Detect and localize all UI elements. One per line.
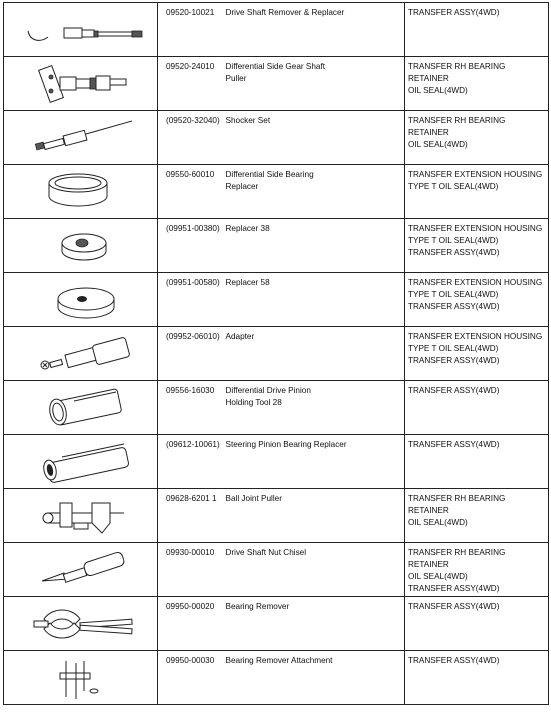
applicable-component-line: OIL SEAL(4WD) xyxy=(408,86,468,95)
applicable-component-cell xyxy=(405,57,549,111)
tool-name-line: Differential Drive Pinion xyxy=(225,386,311,395)
part-number-cell xyxy=(158,273,224,327)
tool-name-cell xyxy=(224,57,405,111)
applicable-component-line: OIL SEAL(4WD) xyxy=(408,518,468,527)
applicable-component-line: TRANSFER EXTENSION HOUSING xyxy=(408,224,543,233)
differential-side-bearing-replacer-icon xyxy=(4,165,158,218)
part-number: 09550-60010 xyxy=(166,170,215,179)
tool-name-line: Puller xyxy=(225,74,247,83)
tool-illustration-cell xyxy=(4,57,158,111)
table-row xyxy=(4,543,549,597)
tool-name-line: Drive Shaft Remover & Replacer xyxy=(225,8,345,17)
shocker-set-icon xyxy=(4,111,158,164)
tool-name-cell xyxy=(224,3,405,57)
replacer-38-icon xyxy=(4,219,158,272)
tool-name-cell xyxy=(224,489,405,543)
tool-illustration-cell xyxy=(4,111,158,165)
part-number-cell xyxy=(158,651,224,705)
part-number-cell xyxy=(158,219,224,273)
tool-name-cell xyxy=(224,273,405,327)
part-number-cell xyxy=(158,543,224,597)
adapter-icon xyxy=(4,327,158,380)
applicable-component-cell xyxy=(405,651,549,705)
applicable-component-cell xyxy=(405,165,549,219)
applicable-component-cell xyxy=(405,381,549,435)
applicable-component-line: TYPE T OIL SEAL(4WD) xyxy=(408,344,499,353)
part-number: 09950-00020 xyxy=(166,602,215,611)
part-number: (09612-10061) xyxy=(166,440,220,449)
applicable-component-line: TRANSFER ASSY(4WD) xyxy=(408,602,500,611)
applicable-component-line: OIL SEAL(4WD) xyxy=(408,140,468,149)
applicable-component-cell xyxy=(405,543,549,597)
part-number: (09520-32040) xyxy=(166,116,220,125)
tool-name-line: Differential Side Bearing xyxy=(225,170,314,179)
tool-name-line: Replacer 38 xyxy=(225,224,270,233)
applicable-component-cell xyxy=(405,597,549,651)
tool-illustration-cell xyxy=(4,165,158,219)
table-row xyxy=(4,327,549,381)
applicable-component-line: TRANSFER ASSY(4WD) xyxy=(408,248,500,257)
tool-name-cell xyxy=(224,327,405,381)
differential-drive-pinion-holding-tool-icon xyxy=(4,381,158,434)
table-row xyxy=(4,57,549,111)
applicable-component-line: TRANSFER RH BEARING RETAINER xyxy=(408,494,506,515)
applicable-component-line: TYPE T OIL SEAL(4WD) xyxy=(408,290,499,299)
applicable-component-line: TRANSFER ASSY(4WD) xyxy=(408,356,500,365)
applicable-component-line: TYPE T OIL SEAL(4WD) xyxy=(408,236,499,245)
applicable-component-line: TRANSFER ASSY(4WD) xyxy=(408,386,500,395)
ball-joint-puller-icon xyxy=(4,489,158,542)
applicable-component-line: TRANSFER ASSY(4WD) xyxy=(408,584,500,593)
part-number-cell xyxy=(158,435,224,489)
tool-name-cell xyxy=(224,165,405,219)
table-row xyxy=(4,435,549,489)
tool-name-line: Drive Shaft Nut Chisel xyxy=(225,548,307,557)
applicable-component-cell xyxy=(405,435,549,489)
part-number-cell xyxy=(158,3,224,57)
part-number: 09930-00010 xyxy=(166,548,215,557)
tool-name-cell xyxy=(224,543,405,597)
drive-shaft-remover-replacer-icon xyxy=(4,3,158,56)
applicable-component-cell xyxy=(405,273,549,327)
part-number-cell xyxy=(158,381,224,435)
part-number-cell xyxy=(158,327,224,381)
table-row xyxy=(4,651,549,705)
steering-pinion-bearing-replacer-icon xyxy=(4,435,158,488)
tool-illustration-cell xyxy=(4,651,158,705)
applicable-component-line: TYPE T OIL SEAL(4WD) xyxy=(408,182,499,191)
applicable-component-line: TRANSFER RH BEARING RETAINER xyxy=(408,116,506,137)
part-number-cell xyxy=(158,165,224,219)
applicable-component-line: TRANSFER EXTENSION HOUSING xyxy=(408,332,543,341)
applicable-component-line: TRANSFER EXTENSION HOUSING xyxy=(408,278,543,287)
tool-name-cell xyxy=(224,597,405,651)
tool-name-line: Ball Joint Puller xyxy=(225,494,282,503)
applicable-component-cell xyxy=(405,111,549,165)
tool-name-cell xyxy=(224,651,405,705)
applicable-component-line: TRANSFER ASSY(4WD) xyxy=(408,440,500,449)
differential-side-gear-shaft-puller-icon xyxy=(4,57,158,110)
part-number: (09951-00580) xyxy=(166,278,220,287)
tool-illustration-cell xyxy=(4,381,158,435)
tool-name-cell xyxy=(224,381,405,435)
replacer-58-icon xyxy=(4,273,158,326)
applicable-component-line: TRANSFER RH BEARING RETAINER xyxy=(408,548,506,569)
applicable-component-cell xyxy=(405,219,549,273)
tool-name-line: Steering Pinion Bearing Replacer xyxy=(225,440,347,449)
tool-illustration-cell xyxy=(4,3,158,57)
tool-illustration-cell xyxy=(4,327,158,381)
applicable-component-cell xyxy=(405,489,549,543)
table-body xyxy=(4,3,549,705)
part-number: (09952-06010) xyxy=(166,332,220,341)
tool-illustration-cell xyxy=(4,597,158,651)
bearing-remover-icon xyxy=(4,597,158,650)
part-number: 09556-16030 xyxy=(166,386,215,395)
part-number-cell xyxy=(158,57,224,111)
applicable-component-line: TRANSFER EXTENSION HOUSING xyxy=(408,170,543,179)
applicable-component-line: TRANSFER ASSY(4WD) xyxy=(408,656,500,665)
applicable-component-line: TRANSFER ASSY(4WD) xyxy=(408,8,500,17)
tool-illustration-cell xyxy=(4,543,158,597)
tool-name-cell xyxy=(224,219,405,273)
part-number: 09628-6201 1 xyxy=(166,494,217,503)
applicable-component-line: TRANSFER RH BEARING RETAINER xyxy=(408,62,506,83)
tool-name-line: Replacer xyxy=(225,182,259,191)
tool-name-line: Differential Side Gear Shaft xyxy=(225,62,326,71)
part-number: 09520-10021 xyxy=(166,8,215,17)
tool-name-cell xyxy=(224,435,405,489)
applicable-component-line: TRANSFER ASSY(4WD) xyxy=(408,302,500,311)
applicable-component-line: OIL SEAL(4WD) xyxy=(408,572,468,581)
drive-shaft-nut-chisel-icon xyxy=(4,543,158,596)
tool-name-line: Replacer 58 xyxy=(225,278,270,287)
table-row xyxy=(4,3,549,57)
tool-name-line: Bearing Remover Attachment xyxy=(225,656,333,665)
table-row xyxy=(4,219,549,273)
table-row xyxy=(4,381,549,435)
applicable-component-cell xyxy=(405,327,549,381)
table-row xyxy=(4,273,549,327)
bearing-remover-attachment-icon xyxy=(4,651,158,704)
table-row xyxy=(4,489,549,543)
part-number: (09951-00380) xyxy=(166,224,220,233)
tool-name-line: Holding Tool 28 xyxy=(225,398,282,407)
tool-name-line: Adapter xyxy=(225,332,255,341)
tool-illustration-cell xyxy=(4,435,158,489)
table-row xyxy=(4,111,549,165)
part-number-cell xyxy=(158,489,224,543)
tool-illustration-cell xyxy=(4,489,158,543)
tool-illustration-cell xyxy=(4,273,158,327)
table-row xyxy=(4,597,549,651)
part-number: 09950-00030 xyxy=(166,656,215,665)
special-service-tools-table xyxy=(3,2,549,705)
part-number-cell xyxy=(158,597,224,651)
part-number-cell xyxy=(158,111,224,165)
applicable-component-cell xyxy=(405,3,549,57)
tool-name-line: Bearing Remover xyxy=(225,602,290,611)
tool-illustration-cell xyxy=(4,219,158,273)
tool-name-cell xyxy=(224,111,405,165)
tool-name-line: Shocker Set xyxy=(225,116,271,125)
table-row xyxy=(4,165,549,219)
part-number: 09520-24010 xyxy=(166,62,215,71)
